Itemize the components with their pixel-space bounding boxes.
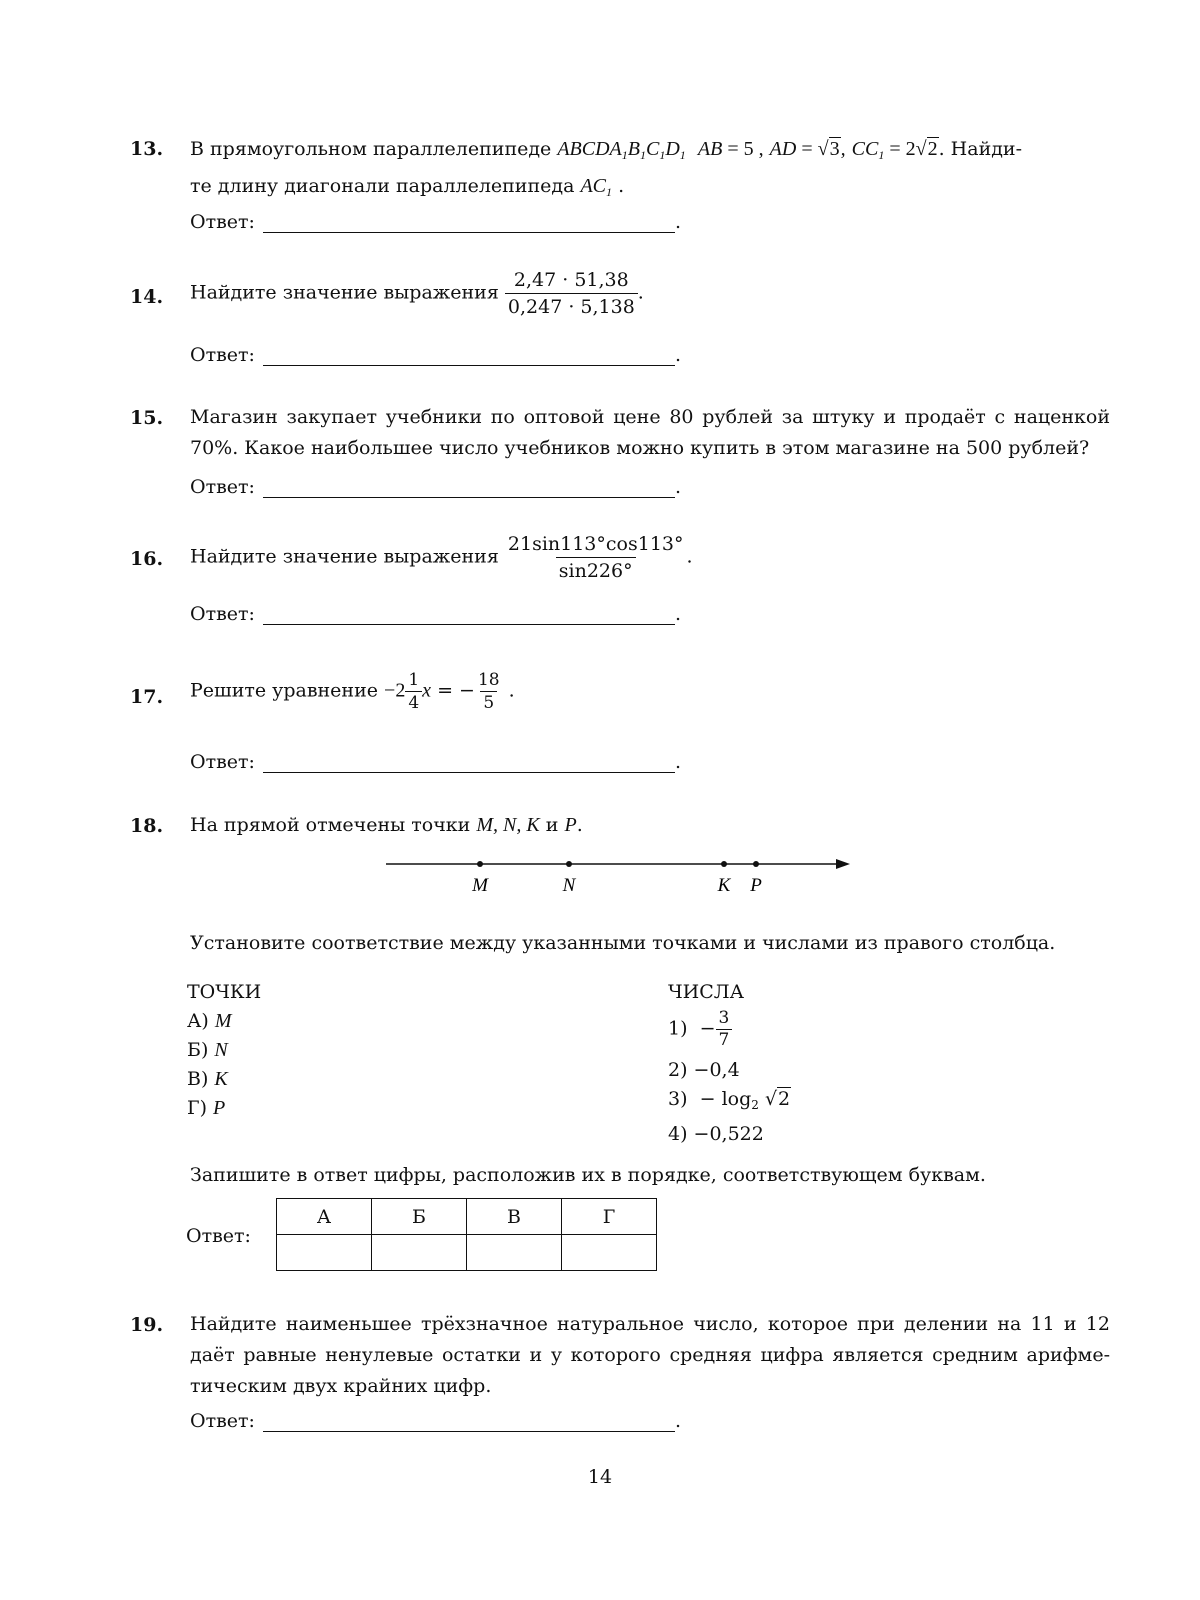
label-k: K xyxy=(717,875,731,896)
p17-var: x xyxy=(422,679,432,702)
answer-line[interactable] xyxy=(263,606,675,625)
point-b-item: Б) N xyxy=(187,1039,228,1061)
header-a: А xyxy=(277,1199,372,1235)
header-b: Б xyxy=(372,1199,467,1235)
p16-fraction: $\frac{21\sin 113^\circ\cos 113^\circ}{\sin 226^\circ}$ xyxy=(507,533,684,582)
point-n xyxy=(566,861,572,867)
header-v: В xyxy=(467,1199,562,1235)
p17-lhs-sign: −2 xyxy=(384,679,406,702)
problem-19-number: 19. xyxy=(130,1314,164,1336)
number-line xyxy=(380,848,860,898)
number-2-item: 2) −0,4 xyxy=(668,1059,740,1081)
answer-field-17[interactable]: Ответ: . xyxy=(190,751,681,773)
p13-shape: $ABCDA_1B_1C_1D_1$ xyxy=(557,138,686,162)
answer-table-header xyxy=(277,1199,657,1235)
table-answer-label: Ответ: xyxy=(186,1225,251,1247)
answer-cell-a[interactable] xyxy=(277,1235,372,1271)
points-column xyxy=(187,978,261,1123)
problem-17-text: Решите уравнение −2 $\frac{1}{4}$ x = − $\frac{18}{5}$ . xyxy=(190,670,515,713)
problem-18-text: На прямой отмечены точки M, N, K и P. xyxy=(190,814,583,836)
point-p xyxy=(753,861,759,867)
label-n: N xyxy=(562,875,576,896)
answer-cell-g[interactable] xyxy=(562,1235,657,1271)
answer-field-19[interactable]: Ответ: . xyxy=(190,1410,681,1432)
p13-text-a: В прямоугольном параллелепипеде xyxy=(190,138,552,160)
problem-17-number: 17. xyxy=(130,686,164,708)
label-p: P xyxy=(750,875,762,896)
point-a-item: А) M xyxy=(187,1010,232,1032)
p17-text: Решите уравнение xyxy=(190,679,378,702)
label-m: M xyxy=(472,875,488,896)
p17-lhs-fraction: $\frac{1}{4}$ xyxy=(405,670,422,713)
answer-table xyxy=(276,1198,657,1271)
p14-text: Найдите значение выражения xyxy=(190,281,499,304)
answer-table-inputs xyxy=(277,1235,657,1271)
problem-14-number: 14. xyxy=(130,286,164,308)
p13-ab: AB = 5 , xyxy=(697,138,764,160)
page-number: 14 xyxy=(587,1466,613,1488)
header-g: Г xyxy=(562,1199,657,1235)
p13-ad: AD = √3, xyxy=(769,138,846,160)
p13-text-b: . Найди- xyxy=(938,138,1023,160)
answer-field-16[interactable]: Ответ: . xyxy=(190,603,681,625)
answer-cell-b[interactable] xyxy=(372,1235,467,1271)
numbers-heading: ЧИСЛА xyxy=(668,981,745,1003)
number-4-item: 4) −0,522 xyxy=(668,1123,764,1145)
answer-line[interactable] xyxy=(263,754,675,773)
number-3-item: $3) - \log_2 √2$ xyxy=(668,1088,791,1112)
problem-13-text: В прямоугольном параллелепипеде $ABCDA_1B_1C_1D_1$ AB = 5 , AD = √3, $CC_1 = 2√2$. Найди- те длину диагонали параллелепипеда $AC_1$ . xyxy=(190,138,1023,199)
answer-line[interactable] xyxy=(263,214,675,233)
p13-text-c: те длину диагонали параллелепипеда xyxy=(190,175,575,197)
problem-14-text: Найдите значение выражения $\frac{2,47 \cdot 51,38}{0,247 \cdot 5,138}$ . xyxy=(190,269,644,318)
problem-18-number: 18. xyxy=(130,815,164,837)
points-heading: ТОЧКИ xyxy=(187,981,262,1003)
answer-field-14[interactable]: Ответ: . xyxy=(190,344,681,366)
answer-field-13[interactable]: Ответ: . xyxy=(190,211,681,233)
p17-eq: = − xyxy=(437,679,475,702)
p18-instruction: Установите соответствие между указанными точками и числами из правого столбца. xyxy=(190,932,1056,954)
numbers-column xyxy=(668,978,791,1149)
problem-16-text: Найдите значение выражения $\frac{21\sin 113^\circ\cos 113^\circ}{\sin 226^\circ}$ . xyxy=(190,533,693,582)
p17-rhs-fraction: $\frac{18}{5}$ xyxy=(477,670,500,713)
answer-label: Ответ: xyxy=(190,211,255,233)
problem-19-text: Найдите наименьшее трёхзначное натуральное число, которое при делении на 11 и 12 даёт равные ненулевые остатки и у которого средняя цифра является средним арифме-тическим двух крайних цифр. xyxy=(190,1313,1110,1397)
answer-line[interactable] xyxy=(263,1413,675,1432)
number-line-arrow xyxy=(836,859,850,869)
p18-write-instruction: Запишите в ответ цифры, расположив их в порядке, соответствующем буквам. xyxy=(190,1164,986,1186)
number-1-item: 1) − $\frac{3}{7}$ xyxy=(668,1009,791,1050)
problem-13-number: 13. xyxy=(130,138,164,160)
p13-cc: $CC_1 = 2√2$ xyxy=(851,138,938,162)
answer-field-15[interactable]: Ответ: . xyxy=(190,476,681,498)
p13-ac: $AC_1$ xyxy=(580,175,613,199)
point-k xyxy=(721,861,727,867)
answer-line[interactable] xyxy=(263,479,675,498)
point-g-item: Г) P xyxy=(187,1097,226,1119)
point-m xyxy=(477,861,483,867)
answer-cell-v[interactable] xyxy=(467,1235,562,1271)
answer-line[interactable] xyxy=(263,347,675,366)
p16-text: Найдите значение выражения xyxy=(190,545,499,568)
problem-16-number: 16. xyxy=(130,548,164,570)
problem-15-number: 15. xyxy=(130,407,164,429)
p14-fraction: $\frac{2,47 \cdot 51,38}{0,247 \cdot 5,138}$ xyxy=(505,268,638,319)
problem-15-text: Магазин закупает учебники по оптовой цене 80 рублей за штуку и продаёт с наценкой 70%. Какое наибольшее число учебников можно купить в этом магазине на 500 рублей? xyxy=(190,406,1110,459)
point-v-item: В) K xyxy=(187,1068,228,1090)
